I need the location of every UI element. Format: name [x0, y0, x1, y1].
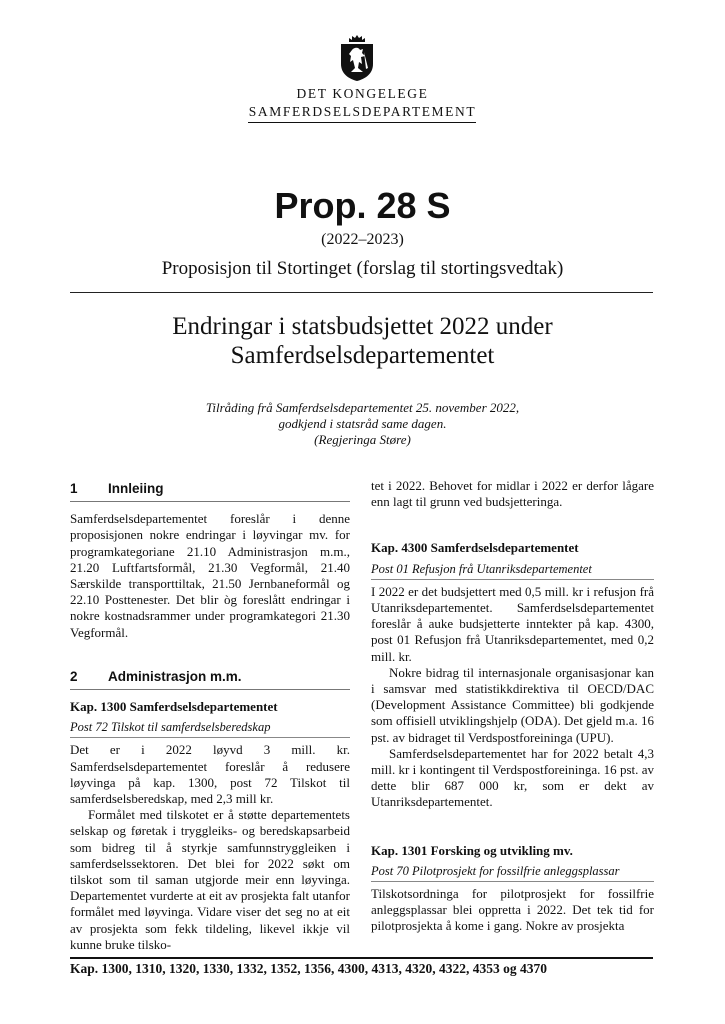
paragraph: Samferdselsdepartementet har for 2022 betalt 4,3 mill. kr i kontingent til Verdspostforeininga. 16 pst. av dette blir 687 000 kr, som er dekt av Utanriksdepartementet. [371, 745, 654, 810]
recommendation-line3: (Regjeringa Støre) [314, 432, 411, 447]
letterhead-divider [248, 122, 476, 123]
right-column [371, 478, 654, 935]
proposition-number: Prop. 28 S [274, 185, 451, 226]
post-heading: Post 72 Tilskot til samferdselsberedskap [70, 719, 350, 738]
section-title: Administrasjon m.m. [108, 668, 242, 684]
chapter-heading: Kap. 1301 Forsking og utvikling mv. [371, 842, 573, 858]
section-heading-2 [70, 669, 350, 690]
recommendation-line2: godkjend i statsråd same dagen. [278, 416, 447, 431]
paragraph: Samferdselsdepartementet foreslår i denne proposisjonen nokre endringar i løyvingar mv. for programkategoriane 21.10 Administrasjon m.m., 21.20 Luftfartsformål, 21.30 Vegformål, 21.40 Særskilde transporttiltak, 21.50 Jernbaneformål og 22.10 Posttenester. Det blir òg foreslått endringar i nokre kostnadsrammer under programkategori 21.30 Vegformål. [70, 511, 350, 640]
footer-divider [70, 957, 653, 959]
document-title-line1: Endringar i statsbudsjettet 2022 under [172, 313, 553, 340]
org-name-line1: DET KONGELEGE [296, 86, 429, 101]
chapter-heading: Kap. 1300 Samferdselsdepartementet [70, 699, 278, 715]
recommendation-note [0, 400, 725, 448]
coat-of-arms-icon [338, 34, 376, 82]
paragraph: Formålet med tilskotet er å støtte departementets selskap og føretak i tryggleiks- og beredskapsarbeid som bidreg til å styrkje samfunnstryggleiken i samferdselssektoren. Det blei for 2022 søkt om tilskot som til saman utgjorde meir enn løyvinga. Departementet vurderte at eit av prosjekta falt utanfor formålet med løyvinga. Vidare viser det seg no at eit av prosjekta som fekk tildeling, likevel ikkje vil kunne bruke tilsko- [70, 807, 350, 952]
section-heading-1 [70, 481, 350, 502]
section-title: Innleiing [108, 481, 164, 496]
session-years: (2022–2023) [321, 231, 404, 248]
paragraph: tet i 2022. Behovet for midlar i 2022 er derfor lågare enn lagt til grunn ved budsjetteringa. [371, 478, 654, 510]
paragraph: Det er i 2022 løyvd 3 mill. kr. Samferdselsdepartementet foreslår å redusere løyvinga på kap. 1300, post 72 Tilskot til samferdselsberedskap, med 2,3 mill kr. [70, 742, 350, 807]
post-heading: Post 70 Pilotprosjekt for fossilfrie anleggsplassar [371, 863, 654, 882]
paragraph: I 2022 er det budsjettert med 0,5 mill. kr i refusjon frå Utanriksdepartementet. Samferdselsdepartementet foreslår å auke budsjetterte inntekter på kap. 4300, post 01 Refusjon frå Utanriksdepartementet, med 0,2 mill. kr. [371, 583, 654, 664]
title-divider [70, 292, 653, 293]
chapter-list-footer: Kap. 1300, 1310, 1320, 1330, 1332, 1352, 1356, 4300, 4313, 4320, 4322, 4353 og 4370 [70, 961, 548, 976]
org-name-line2: SAMFERDSELSDEPARTEMENT [248, 104, 477, 119]
post-heading: Post 01 Refusjon frå Utanriksdepartementet [371, 561, 654, 580]
recommendation-line1: Tilråding frå Samferdselsdepartementet 25. november 2022, [205, 400, 520, 415]
document-title [0, 312, 725, 370]
section-number: 2 [70, 668, 78, 684]
proposition-subtitle: Proposisjon til Stortinget (forslag til stortingsvedtak) [161, 258, 564, 279]
paragraph: Tilskotsordninga for pilotprosjekt for fossilfrie anleggsplassar blei oppretta i 2022. Det tek tid for pilotprosjekta å kome i gang. Nokre av prosjekta [371, 886, 654, 934]
section-number: 1 [70, 481, 78, 496]
left-column [70, 481, 350, 953]
chapter-heading: Kap. 4300 Samferdselsdepartementet [371, 540, 579, 556]
paragraph: Nokre bidrag til internasjonale organisasjonar kan i samsvar med statistikkdirektiva til OECD/DAC (Development Assistance Committee) bli godkjende som offisiell utviklingshjelp (ODA). Det gjeld m.a. 16 pst. av bidraget til Verdspostforeininga (UPU). [371, 664, 654, 745]
document-title-line2: Samferdselsdepartementet [230, 342, 495, 369]
